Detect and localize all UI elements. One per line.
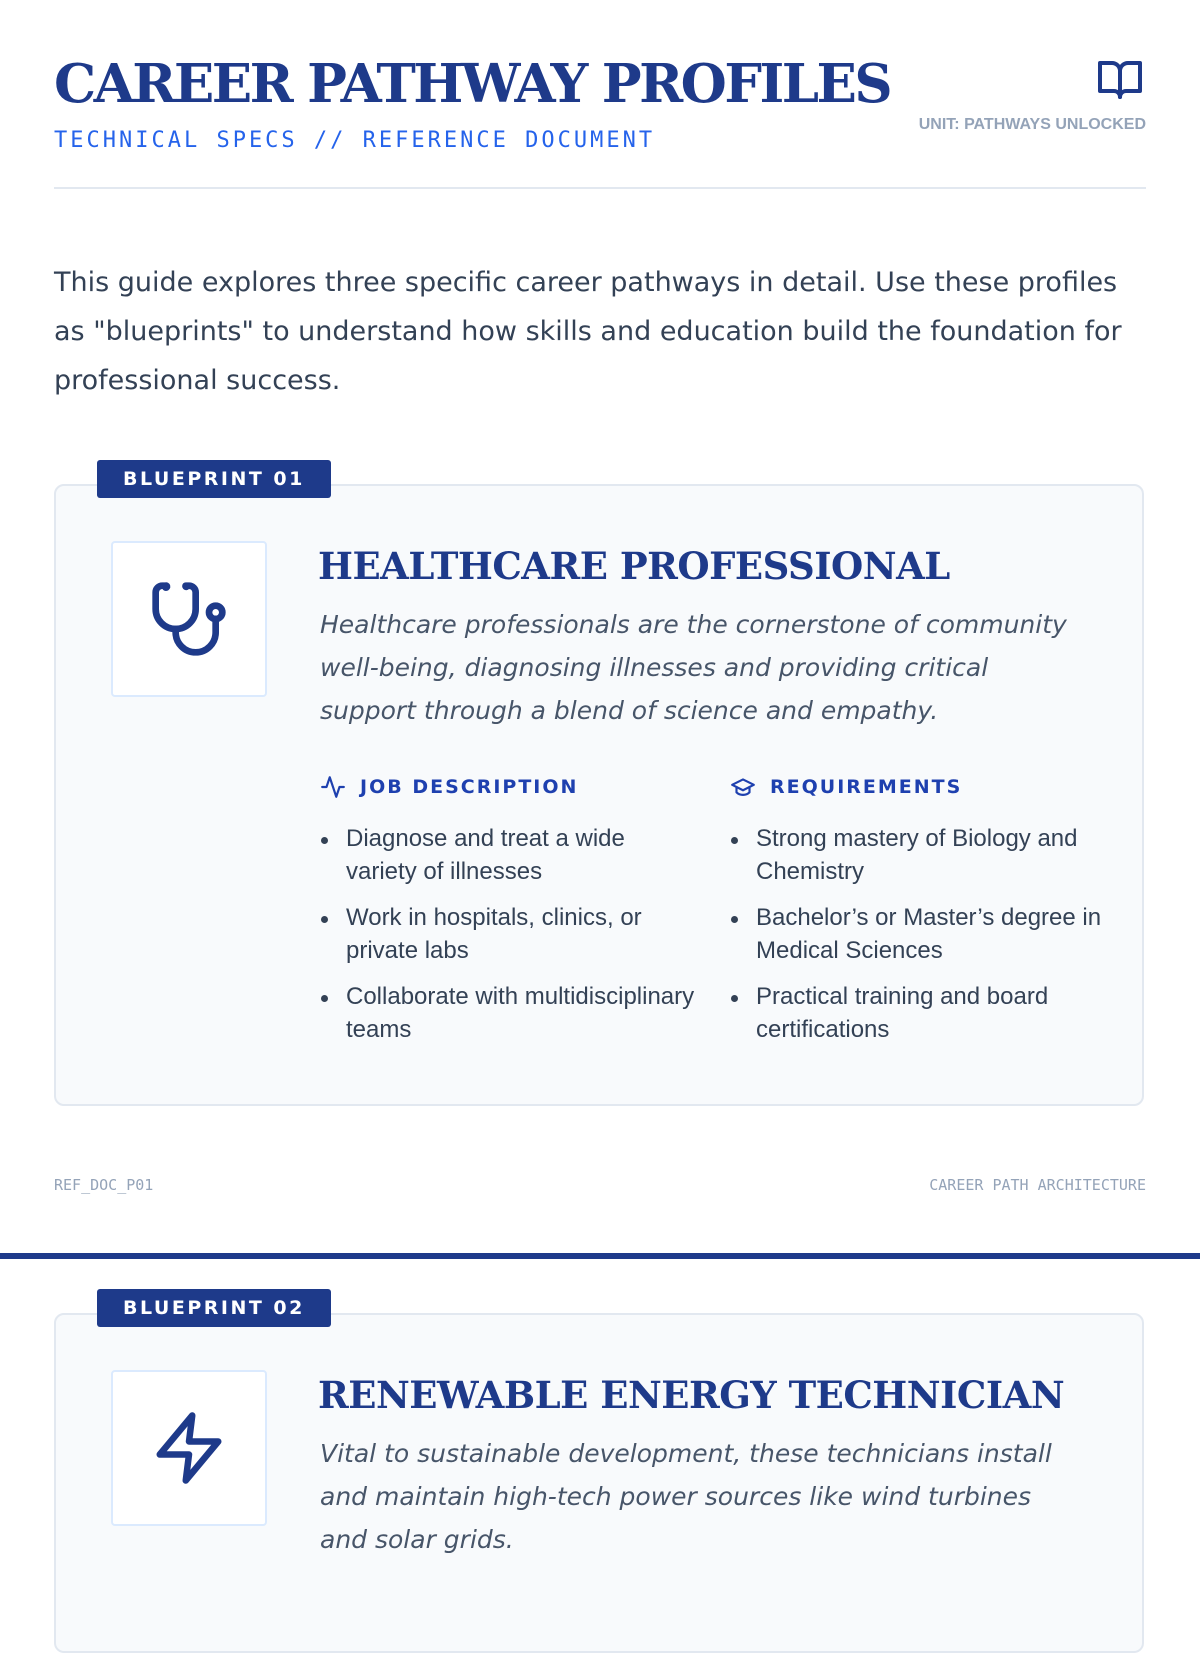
blueprint-badge: BLUEPRINT 01 (97, 460, 331, 498)
footer-reference: REF_DOC_P01 (54, 1176, 154, 1194)
page-break-divider (0, 1253, 1200, 1259)
footer-label: CAREER PATH ARCHITECTURE (929, 1176, 1146, 1194)
list-item: Practical training and board certifications (730, 980, 1110, 1046)
requirements-section (730, 774, 1110, 1059)
book-open-icon (1094, 55, 1146, 103)
list-item: Work in hospitals, clinics, or private labs (320, 901, 700, 967)
list-item: Collaborate with multidisciplinary teams (320, 980, 700, 1046)
list-item: Strong mastery of Biology and Chemistry (730, 822, 1110, 888)
activity-icon (320, 774, 346, 800)
blueprint-badge: BLUEPRINT 02 (97, 1289, 331, 1327)
blueprint-icon-box (111, 1370, 267, 1526)
graduation-cap-icon (730, 774, 756, 800)
requirements-heading: REQUIREMENTS (770, 776, 963, 798)
intro-paragraph: This guide explores three specific career pathways in detail. Use these profiles as "blueprints" to understand how skills and education build the foundation for professional success. (54, 267, 1122, 396)
stethoscope-icon (149, 579, 229, 659)
lightning-icon (150, 1409, 228, 1487)
blueprint-description: Healthcare professionals are the cornerstone of community well-being, diagnosing illnesses and providing critical support through a blend of science and empathy. (320, 610, 1067, 725)
page-subtitle: TECHNICAL SPECS // REFERENCE DOCUMENT (54, 128, 656, 153)
header-divider (54, 187, 1146, 189)
blueprint-title: HEALTHCARE PROFESSIONAL (318, 544, 950, 588)
requirements-list (730, 822, 1110, 1046)
unit-label: UNIT: PATHWAYS UNLOCKED (918, 116, 1146, 133)
list-item: Diagnose and treat a wide variety of illnesses (320, 822, 700, 888)
blueprint-icon-box (111, 541, 267, 697)
blueprint-card-healthcare (54, 484, 1144, 1106)
blueprint-card-renewable-energy (54, 1313, 1144, 1653)
job-description-section (320, 774, 700, 1059)
list-item: Bachelor’s or Master’s degree in Medical Sciences (730, 901, 1110, 967)
blueprint-description: Vital to sustainable development, these technicians install and maintain high-tech power sources like wind turbines and solar grids. (320, 1439, 1052, 1554)
blueprint-title: RENEWABLE ENERGY TECHNICIAN (318, 1373, 1065, 1417)
page-title: CAREER PATHWAY PROFILES (54, 53, 891, 115)
job-description-heading: JOB DESCRIPTION (360, 776, 579, 798)
job-description-list (320, 822, 700, 1046)
